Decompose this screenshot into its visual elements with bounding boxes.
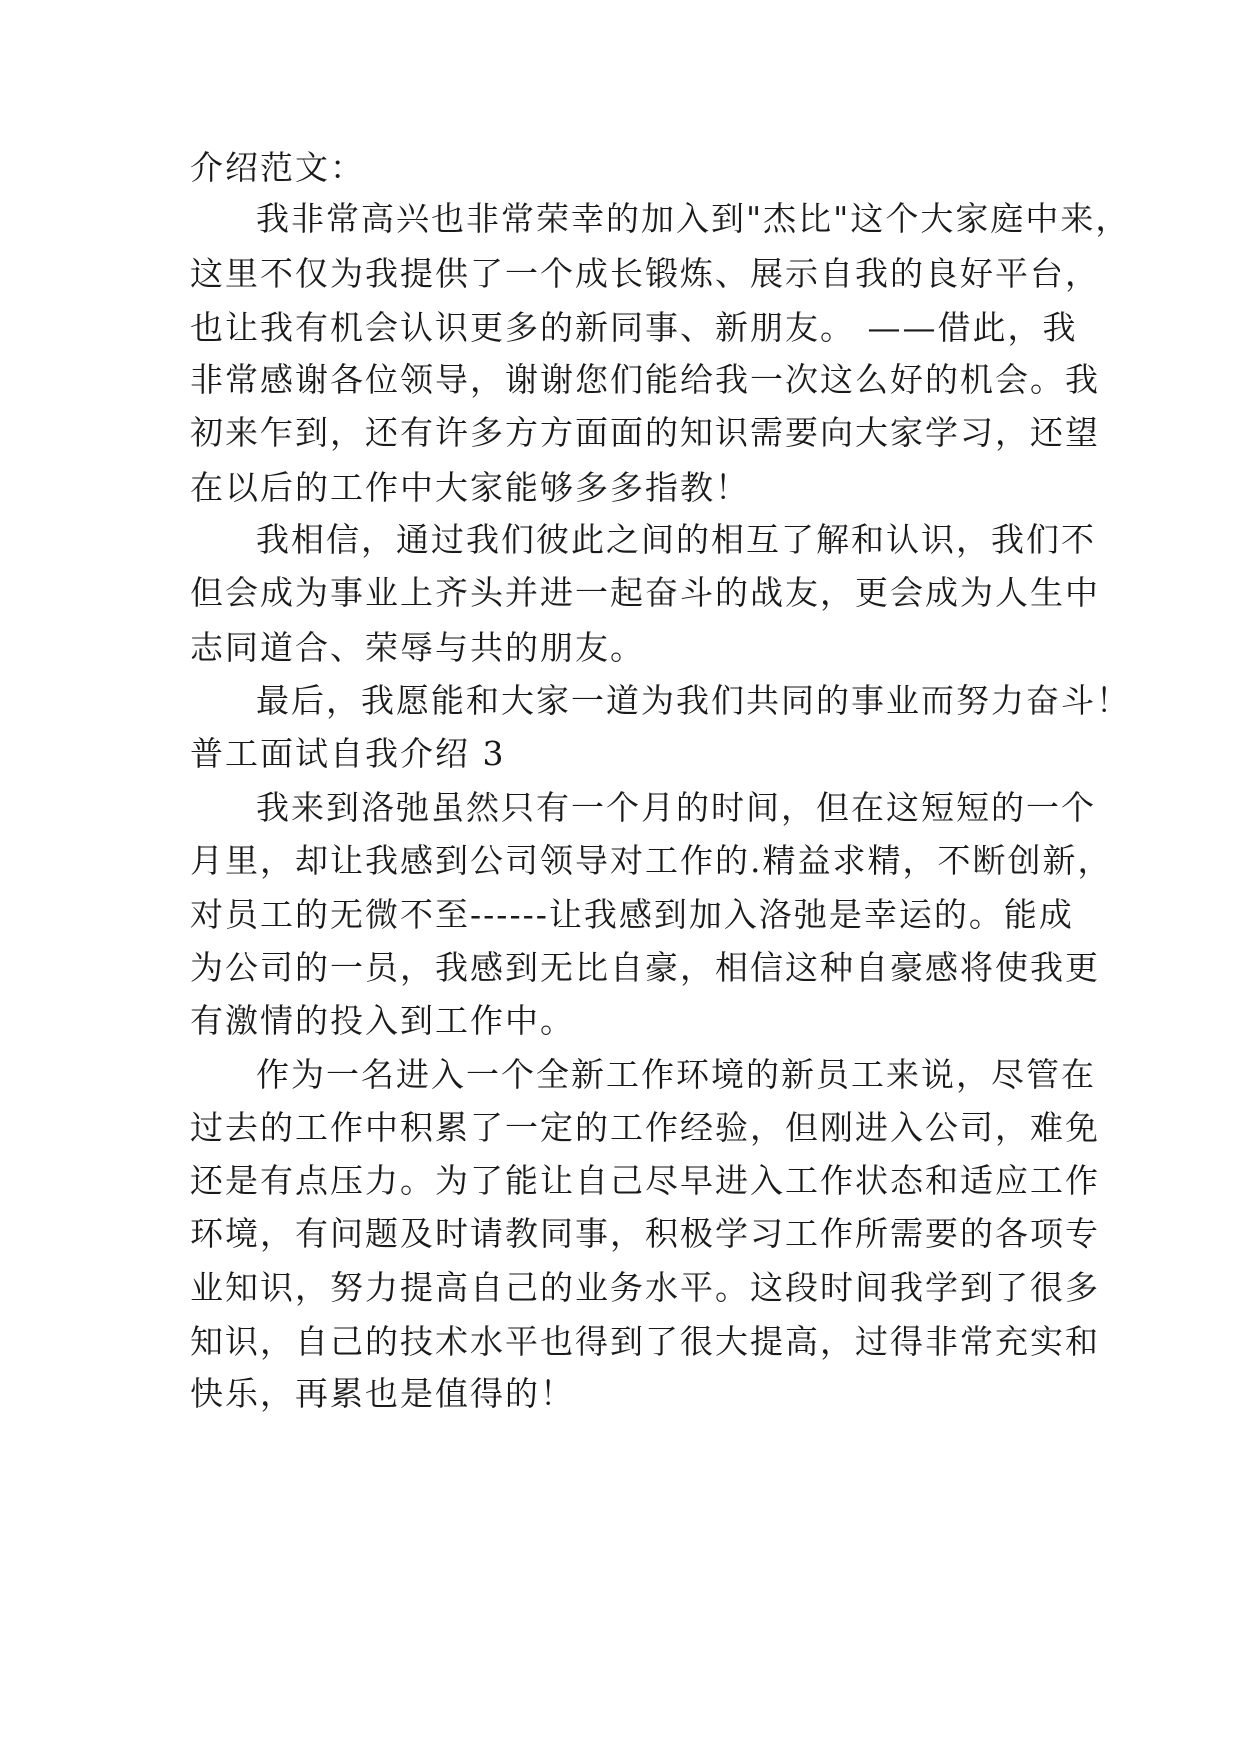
text-line: 过去的工作中积累了一定的工作经验，但刚进入公司，难免 xyxy=(190,1108,1100,1147)
text-line: 这里不仅为我提供了一个成长锻炼、展示自我的良好平台， xyxy=(190,254,1100,293)
text-line: 还是有点压力。为了能让自己尽早进入工作状态和适应工作 xyxy=(190,1161,1100,1200)
text-line: 知识，自己的技术水平也得到了很大提高，过得非常充实和 xyxy=(190,1322,1100,1361)
text-line: 月里，却让我感到公司领导对工作的.精益求精，不断创新， xyxy=(190,841,1113,880)
text-line: 非常感谢各位领导，谢谢您们能给我一次这么好的机会。我 xyxy=(190,360,1100,399)
text-line: 在以后的工作中大家能够多多指教！ xyxy=(190,468,750,507)
text-line: 我相信，通过我们彼此之间的相互了解和认识，我们不 xyxy=(256,520,1096,559)
text-line: 介绍范文： xyxy=(190,148,365,187)
text-line: 快乐，再累也是值得的！ xyxy=(190,1374,575,1413)
text-line: 志同道合、荣辱与共的朋友。 xyxy=(190,628,645,667)
text-line: 最后，我愿能和大家一道为我们共同的事业而努力奋斗！ xyxy=(256,681,1131,720)
text-line: 作为一名进入一个全新工作环境的新员工来说，尽管在 xyxy=(256,1055,1096,1094)
text-line: 也让我有机会认识更多的新同事、新朋友。 ——借此，我 xyxy=(190,308,1078,347)
text-line: 为公司的一员，我感到无比自豪，相信这种自豪感将使我更 xyxy=(190,948,1100,987)
text-line: 对员工的无微不至------让我感到加入洛弛是幸运的。能成 xyxy=(190,895,1074,934)
text-line: 初来乍到，还有许多方方面面的知识需要向大家学习，还望 xyxy=(190,413,1100,452)
text-line: 但会成为事业上齐头并进一起奋斗的战友，更会成为人生中 xyxy=(190,573,1100,612)
text-line: 我来到洛弛虽然只有一个月的时间，但在这短短的一个 xyxy=(256,788,1096,827)
text-line: 我非常高兴也非常荣幸的加入到"杰比"这个大家庭中来， xyxy=(256,199,1131,238)
text-line: 有激情的投入到工作中。 xyxy=(190,1001,575,1040)
text-line: 业知识，努力提高自己的业务水平。这段时间我学到了很多 xyxy=(190,1268,1100,1307)
text-line: 环境，有问题及时请教同事，积极学习工作所需要的各项专 xyxy=(190,1214,1100,1253)
section-heading: 普工面试自我介绍 3 xyxy=(190,734,506,773)
